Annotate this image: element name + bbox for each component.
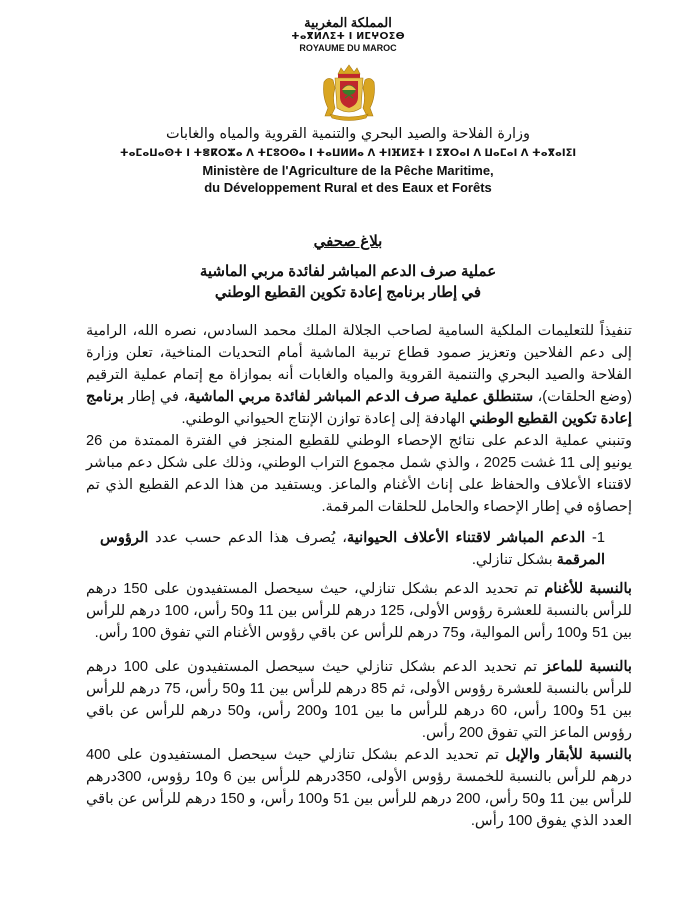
paragraph-intro [86,320,632,430]
paragraph-census: وتنبني عملية الدعم على نتائج الإحصاء الوطني للقطيع المنجز في الفترة الممتدة من 26 يونيو إلى 11 غشت 2025 ، والذي شمل مجموع التراب الوطني، وذلك على شكل دعم مباشر لاقتناء الأعلاف والحفاظ على إناث الأغنام والماعز. ويستفيد من هذا الدعم القطيع الذي تم إحصاؤه في إطار الإحصاء والحامل للحلقات المرقمة. [86,433,633,515]
ministry-name-tifinagh: ⵜⴰⵎⴰⵡⴰⵙⵜ ⵏ ⵜⴻⴽⵔⵣⴰ ⴷ ⵜⵎⵓⵔⵙⴰ ⵏ ⵜⴰⵡⵍⵍⴰ ⴷ ⵜⵏⴼⵍⵉⵜ ⵏ ⵉⴳⵔⴰⵏ ⴷ ⵡⴰⵎⴰⵏ ⴷ ⵜⴰⴳⴰⵏⵉⵏ [119,148,577,159]
intro-text-2: ، في إطار [123,389,189,405]
list-item-text-2: بشكل تنازلي. [471,552,557,568]
goats-label: بالنسبة للماعز [543,659,632,675]
document-subtitle-line1: عملية صرف الدعم المباشر لفائدة مربي الماشية [199,263,497,280]
paragraph-cattle-camels [86,744,632,832]
document-subtitle-line2: في إطار برنامج إعادة تكوين القطيع الوطني [214,284,482,301]
kingdom-name-arabic: المملكة المغربية [304,15,392,30]
ministry-name-french-line2: du Développement Rural et des Eaux et Forêts [204,180,492,195]
cattle-camels-label: بالنسبة للأبقار والإبل [505,747,632,763]
moroccan-coat-of-arms-icon [318,60,380,122]
ministry-name-french-line1: Ministère de l'Agriculture de la Pêche Maritime, [202,163,494,178]
cattle-camels-text: تم تحديد الدعم بشكل تنازلي حيث سيحصل المستفيدون على 400 درهم للرأس بالنسبة للخمسة رؤوس الأولى، 350درهم للرأس بين 6 و10 رؤوس، 300درهم للرأس بين 11 و50 رأس، 200 درهم للرأس بين 51 و100 رأس، و 150 درهم للرأس عن باقي العدد الذي يفوق 100 رأس. [86,747,632,829]
list-item-bold-heads: الرؤوس المرقمة [100,530,605,568]
list-item-bold-title: الدعم المباشر لاقتناء الأعلاف الحيوانية [346,530,586,546]
press-release-title: بلاغ صحفي [313,233,383,250]
intro-bold-launch: ستنطلق عملية صرف الدعم المباشر لفائدة مربي الماشية [188,389,534,405]
paragraph-goats [86,656,632,744]
intro-bold-program: برنامج إعادة تكوين القطيع الوطني [86,389,632,427]
sheep-text: تم تحديد الدعم بشكل تنازلي، حيث سيحصل المستفيدون على 150 درهم للرأس بالنسبة للعشرة رؤوس الأولى، 125 درهم للرأس بين 11 و50 رأس، 100 درهم للرأس بين 51 و100 رأس الموالية، و75 درهم للرأس عن باقي رؤوس الأغنام التي تفوق 100 رأس. [86,581,632,641]
ministry-name-arabic: وزارة الفلاحة والصيد البحري والتنمية القروية والمياه والغابات [165,126,531,142]
list-item-number: 1- [592,530,605,546]
intro-text: تنفيذاً للتعليمات الملكية السامية لصاحب الجلالة الملك محمد السادس، نصره الله، الرامية إلى دعم الفلاحين وتعزيز صمود قطاع تربية الماشية أمام التحديات المناخية، تعلن وزارة الفلاحة والصيد البحري والتنمية القروية والمياه والغابات أنه بموازاة مع إتمام عملية الترقيم (وضع الحلقات)، [86,323,632,405]
intro-text-3: الهادفة إلى إعادة توازن الإنتاج الحيواني الوطني. [181,411,470,427]
list-item-text: ، يُصرف هذا الدعم حسب عدد [148,530,347,546]
list-item-1 [100,527,605,571]
sheep-label: بالنسبة للأغنام [544,581,632,597]
kingdom-name-tifinagh: ⵜⴰⴳⵍⴷⵉⵜ ⵏ ⵍⵎⵖⵔⵉⴱ [291,31,405,42]
goats-text: تم تحديد الدعم بشكل تنازلي حيث سيحصل المستفيدون على 100 درهم للرأس بالنسبة للعشرة رؤوس الأولى، ثم 85 درهم للرأس بين 11 و50 رأس، 75 درهم للرأس بين 51 و100 رأس، 60 درهم للرأس ما بين 101 و200 رأس، و50 درهم للرأس عن باقي رؤوس الماعز التي تفوق 200 رأس. [86,659,632,741]
kingdom-name-french: ROYAUME DU MAROC [299,43,397,53]
paragraph-sheep [86,578,632,644]
